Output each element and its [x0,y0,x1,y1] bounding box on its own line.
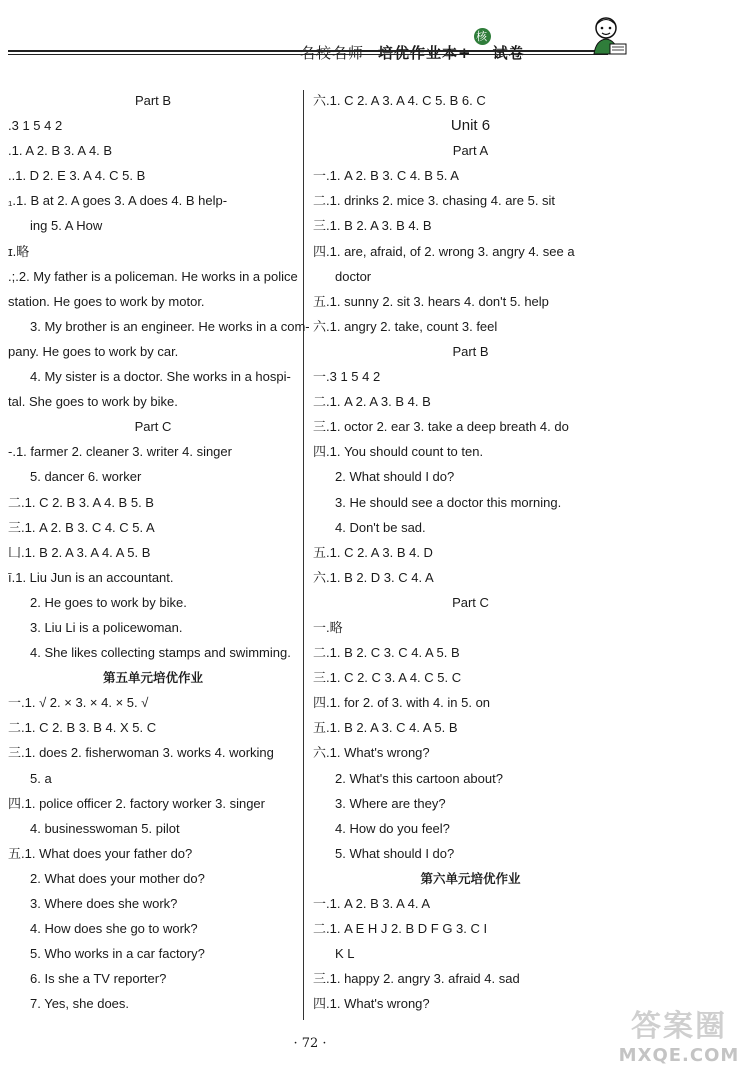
answer-line: 一.1. A 2. B 3. A 4. A [313,896,431,911]
answer-line: 五.1. What does your father do? [8,845,193,861]
answer-line: 二.1. drinks 2. mice 3. chasing 4. are 5. sit [313,193,556,209]
answer-line: 六.1. angry 2. take, count 3. feel [313,318,498,334]
answer-line: 四.1. for 2. of 3. with 4. in 5. on [313,695,491,711]
answer-line: .3 1 5 4 2 [8,118,63,134]
answer-line-continued: ing 5. A How [30,218,103,234]
answer-line: ₁.1. B at 2. A goes 3. A does 4. B help- [8,193,228,209]
answer-line: 五.1. sunny 2. sit 3. hears 4. don't 5. help [313,293,549,309]
section-heading: Part B [134,93,172,108]
answer-line: ..1. D 2. E 3. A 4. C 5. B [8,168,146,184]
answer-line-continued: doctor [335,268,372,284]
answer-line: 四.1. police officer 2. factory worker 3. singer [8,795,265,811]
answer-line: ī.1. Liu Jun is an accountant. [8,569,174,585]
header-brand: 名校名师 [300,44,365,62]
answer-line: pany. He goes to work by car. [8,343,179,359]
answer-line-continued: 6. Is she a TV reporter? [30,971,167,987]
answer-line-continued: 7. Yes, she does. [30,996,130,1012]
answer-line: 一.1. √ 2. × 3. × 4. × 5. √ [8,695,149,711]
answer-line: 六.1. C 2. A 3. A 4. C 5. B 6. C [313,93,486,108]
answer-line: 五.1. B 2. A 3. C 4. A 5. B [313,720,458,736]
answer-line-continued: 5. What should I do? [335,845,455,861]
answer-line: 四.1. What's wrong? [313,996,430,1012]
section-heading: Part A [452,143,489,159]
answer-line-continued: 3. My brother is an engineer. He works in a com- [30,318,310,334]
answer-line: .;.2. My father is a policeman. He works in a police [8,268,298,284]
answer-line: station. He goes to work by motor. [8,293,205,309]
answer-line-continued: 5. a [30,770,52,786]
answer-line-continued: K L [335,946,355,962]
homework-heading: 第六单元培优作业 [420,870,521,886]
answer-line: 三.1. B 2. A 3. B 4. B [313,218,432,234]
answer-line: 一.3 1 5 4 2 [313,369,381,385]
unit-title: Unit 6 [450,117,491,135]
student-mascot-icon [586,14,630,58]
answer-line: .1. A 2. B 3. A 4. B [8,143,113,159]
homework-heading: 第五单元培优作业 [102,670,203,686]
answer-line-continued: 4. How do you feel? [335,820,450,836]
answer-line-continued: 5. Who works in a car factory? [30,946,205,962]
left-column [8,88,310,1016]
answer-line: ɪ.略 [8,243,30,259]
site-watermark [612,1010,746,1072]
section-heading: Part C [452,594,489,610]
answer-line: 三.1. happy 2. angry 3. afraid 4. sad [313,971,520,987]
answer-line: 四.1. You should count to ten. [313,444,484,460]
answer-line: 三.1. A 2. B 3. C 4. C 5. A [8,519,155,535]
header-main-title: 培优作业本+ [378,44,472,62]
column-divider [303,90,304,1020]
answer-line-continued: 2. What does your mother do? [30,870,205,886]
watermark-url: MXQE.COM [618,1045,740,1066]
answer-line: 六.1. What's wrong? [313,745,430,761]
answer-line-continued: 4. How does she go to work? [30,921,198,937]
answer-line: 凵.1. B 2. A 3. A 4. A 5. B [8,544,151,560]
answer-line: 六.1. B 2. D 3. C 4. A [313,569,434,585]
answer-line-continued: 2. He goes to work by bike. [30,594,187,610]
answer-line-continued: 4. She likes collecting stamps and swimming. [30,645,291,661]
answer-line: 三.1. does 2. fisherwoman 3. works 4. working [8,745,274,761]
answer-line: 二.1. B 2. C 3. C 4. A 5. B [313,645,460,661]
answer-line: tal. She goes to work by bike. [8,394,178,410]
answer-line: 五.1. C 2. A 3. B 4. D [313,544,433,560]
answer-line: -.1. farmer 2. cleaner 3. writer 4. singer [8,444,232,460]
answer-line-continued: 3. Where are they? [335,795,446,811]
answer-line-continued: 5. dancer 6. worker [30,469,142,485]
header-badge: 核心 [474,28,491,45]
answer-line: 二.1. A E H J 2. B D F G 3. C I [313,921,488,937]
header-title-suffix: 试卷 [492,44,525,62]
answer-line: 一.略 [313,619,343,635]
page-header [0,0,750,62]
answer-line-continued: 3. Liu Li is a policewoman. [30,619,183,635]
section-heading: Part C [134,419,172,435]
section-heading: Part B [452,343,489,359]
answer-line: 四.1. are, afraid, of 2. wrong 3. angry 4. see a [313,243,575,259]
answer-line: 二.1. A 2. A 3. B 4. B [313,394,431,410]
right-column [313,88,628,1016]
answer-line: 二.1. C 2. B 3. A 4. B 5. B [8,494,154,510]
answer-line: 三.1. C 2. C 3. A 4. C 5. C [313,670,462,686]
answer-line: 一.1. A 2. B 3. C 4. B 5. A [313,168,459,184]
watermark-logo-text: 答案圈 [631,1009,727,1044]
answer-line-continued: 2. What's this cartoon about? [335,770,503,786]
answer-line-continued: 2. What should I do? [335,469,455,485]
answer-line-continued: 3. He should see a doctor this morning. [335,494,562,510]
answer-line: 二.1. C 2. B 3. B 4. X 5. C [8,720,157,736]
header-rule [8,50,608,55]
answer-line-continued: 4. Don't be sad. [335,519,426,535]
page-number: · 72 · [293,1036,327,1051]
answer-line-continued: 3. Where does she work? [30,896,178,911]
header-title [300,28,525,63]
answer-line: 三.1. octor 2. ear 3. take a deep breath 4. do [313,419,569,435]
answer-line-continued: 4. My sister is a doctor. She works in a hospi- [30,369,291,385]
answer-line-continued: 4. businesswoman 5. pilot [30,820,180,836]
